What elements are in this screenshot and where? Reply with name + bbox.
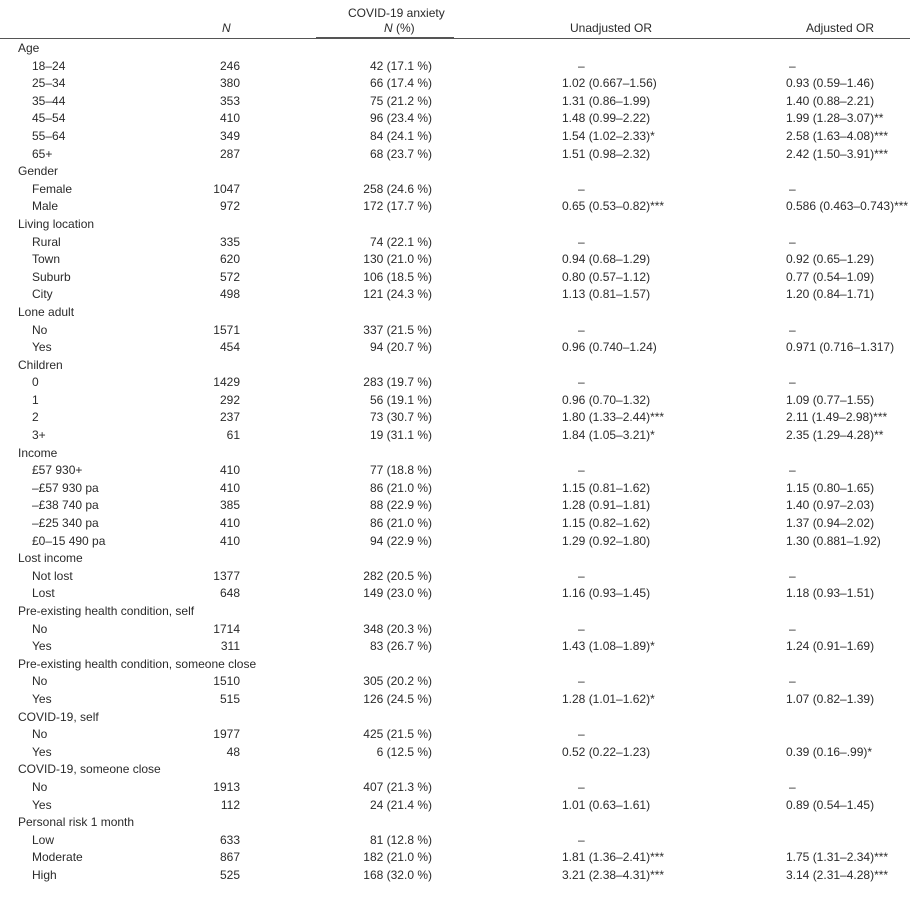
cell-adjusted-or: 0.39 (0.16–.99)*: [786, 744, 873, 759]
cell-n-percent: 407 (21.3 %): [363, 779, 432, 794]
cell-adjusted-or: 1.99 (1.28–3.07)**: [786, 111, 884, 126]
table-row: [0, 181, 910, 199]
cell-n-percent: 168 (32.0 %): [363, 867, 432, 882]
cell-adjusted-or: 0.93 (0.59–1.46): [786, 76, 875, 91]
cell-unadjusted-or: 1.15 (0.82–1.62): [562, 516, 651, 531]
cell-unadjusted-or: 1.01 (0.63–1.61): [562, 797, 651, 812]
cell-n-percent: 126 (24.5 %): [363, 691, 432, 706]
table-group-row: [0, 304, 910, 322]
cell-n: 410: [219, 463, 240, 478]
cell-unadjusted-or: –: [578, 832, 585, 847]
cell-n: 410: [219, 480, 240, 495]
table-row: [0, 392, 910, 410]
cell-adjusted-or: –: [789, 322, 796, 337]
row-label: Pre-existing health condition, self: [18, 604, 195, 618]
cell-unadjusted-or: 1.13 (0.81–1.57): [562, 287, 651, 302]
table-row: [0, 286, 910, 304]
row-label: Lost: [32, 586, 55, 601]
cell-adjusted-or: 0.586 (0.463–0.743)***: [786, 199, 909, 214]
row-label: Not lost: [32, 568, 73, 583]
cell-n-percent: 94 (20.7 %): [369, 340, 432, 355]
row-label: Living location: [18, 216, 95, 231]
table-row: [0, 251, 910, 269]
table-row: [0, 110, 910, 128]
cell-unadjusted-or: 1.02 (0.667–1.56): [562, 76, 657, 91]
cell-n: 287: [219, 146, 240, 161]
cell-n: 335: [219, 234, 240, 249]
table-row: [0, 726, 910, 744]
table-group-row: [0, 603, 910, 621]
table-body: [0, 39, 910, 885]
cell-unadjusted-or: –: [578, 375, 585, 390]
cell-adjusted-or: –: [789, 234, 796, 249]
table-group-row: [0, 163, 910, 181]
cell-n-percent: 172 (17.7 %): [363, 199, 432, 214]
table-row: [0, 339, 910, 357]
row-label: Rural: [32, 234, 61, 249]
row-label: Lost income: [18, 551, 83, 566]
cell-n-percent: 258 (24.6 %): [363, 181, 432, 196]
row-label: Suburb: [32, 269, 71, 284]
row-label: No: [32, 322, 48, 337]
table-row: [0, 585, 910, 603]
cell-n-percent: 73 (30.7 %): [369, 410, 432, 425]
cell-n-percent: 348 (20.3 %): [363, 621, 432, 636]
row-label: 35–44: [32, 93, 66, 108]
cell-adjusted-or: 1.18 (0.93–1.51): [786, 586, 875, 601]
row-label: 55–64: [32, 128, 66, 143]
row-label: £0–15 490 pa: [32, 533, 106, 548]
cell-n: 515: [219, 691, 240, 706]
cell-adjusted-or: –: [789, 779, 796, 794]
table-row: [0, 480, 910, 498]
cell-adjusted-or: 2.42 (1.50–3.91)***: [786, 146, 889, 161]
table-row: [0, 146, 910, 164]
cell-unadjusted-or: –: [578, 322, 585, 337]
cell-adjusted-or: 0.971 (0.716–1.317): [786, 340, 895, 355]
cell-adjusted-or: 3.14 (2.31–4.28)***: [786, 867, 889, 882]
table-group-row: [0, 445, 910, 463]
row-label: –£57 930 pa: [32, 480, 99, 495]
cell-n-percent: 75 (21.2 %): [369, 93, 432, 108]
cell-unadjusted-or: –: [578, 674, 585, 689]
row-label: Low: [32, 832, 55, 847]
cell-unadjusted-or: –: [578, 58, 585, 73]
cell-n-percent: 68 (23.7 %): [369, 146, 432, 161]
row-label: Yes: [32, 744, 52, 759]
cell-n-percent: 106 (18.5 %): [363, 269, 432, 284]
cell-unadjusted-or: 0.65 (0.53–0.82)***: [562, 199, 665, 214]
cell-n-percent: 283 (19.7 %): [363, 375, 432, 390]
table-row: [0, 322, 910, 340]
row-label: Male: [32, 199, 59, 214]
cell-adjusted-or: 1.75 (1.31–2.34)***: [786, 850, 889, 865]
cell-unadjusted-or: 1.16 (0.93–1.45): [562, 586, 651, 601]
cell-n: 349: [219, 128, 240, 143]
cell-unadjusted-or: 1.48 (0.99–2.22): [562, 111, 651, 126]
cell-unadjusted-or: –: [578, 463, 585, 478]
cell-n-percent: 77 (18.8 %): [369, 463, 432, 478]
row-label: Yes: [32, 797, 52, 812]
cell-n: 292: [219, 392, 240, 407]
cell-n: 498: [219, 287, 240, 302]
table-group-row: [0, 814, 910, 832]
row-label: 2: [32, 410, 39, 425]
row-label: No: [32, 674, 48, 689]
cell-adjusted-or: –: [789, 181, 796, 196]
cell-unadjusted-or: 3.21 (2.38–4.31)***: [562, 867, 665, 882]
cell-n: 410: [219, 111, 240, 126]
cell-n: 353: [219, 93, 240, 108]
cell-n: 1429: [213, 375, 240, 390]
row-label: Moderate: [32, 850, 83, 865]
table-row: [0, 691, 910, 709]
cell-n-percent: 121 (24.3 %): [363, 287, 432, 302]
cell-n-percent: 130 (21.0 %): [363, 252, 432, 267]
cell-n-percent: 6 (12.5 %): [376, 744, 432, 759]
cell-n: 61: [226, 428, 240, 443]
table-row: [0, 58, 910, 76]
cell-unadjusted-or: 0.94 (0.68–1.29): [562, 252, 651, 267]
cell-n-percent: 182 (21.0 %): [363, 850, 432, 865]
row-label: No: [32, 727, 48, 742]
row-label: Yes: [32, 340, 52, 355]
table-row: [0, 374, 910, 392]
table-row: [0, 93, 910, 111]
cell-n-percent: 42 (17.1 %): [369, 58, 432, 73]
cell-n-percent: 74 (22.1 %): [369, 234, 432, 249]
cell-n: 237: [219, 410, 240, 425]
cell-n-percent: 56 (19.1 %): [369, 392, 432, 407]
table-row: [0, 515, 910, 533]
cell-unadjusted-or: 0.96 (0.740–1.24): [562, 340, 657, 355]
cell-unadjusted-or: –: [578, 779, 585, 794]
row-label: –£38 740 pa: [32, 498, 99, 513]
table-group-row: [0, 40, 910, 58]
table-row: [0, 779, 910, 797]
cell-adjusted-or: 1.20 (0.84–1.71): [786, 287, 875, 302]
cell-n: 1377: [213, 568, 240, 583]
cell-n-percent: 88 (22.9 %): [369, 498, 432, 513]
table-row: [0, 75, 910, 93]
table-row: [0, 673, 910, 691]
cell-n: 525: [219, 867, 240, 882]
cell-adjusted-or: 1.40 (0.97–2.03): [786, 498, 875, 513]
row-label: COVID-19, someone close: [18, 762, 161, 777]
cell-n-percent: 149 (23.0 %): [363, 586, 432, 601]
row-label: Gender: [18, 164, 59, 179]
cell-n-percent: 282 (20.5 %): [363, 568, 432, 583]
cell-unadjusted-or: 1.84 (1.05–3.21)*: [562, 428, 655, 443]
cell-unadjusted-or: –: [578, 234, 585, 249]
cell-unadjusted-or: 1.54 (1.02–2.33)*: [562, 128, 655, 143]
row-label: Age: [18, 41, 40, 55]
cell-n: 380: [219, 76, 240, 91]
table-group-row: [0, 656, 910, 674]
table-row: [0, 849, 910, 867]
cell-unadjusted-or: 1.51 (0.98–2.32): [562, 146, 651, 161]
cell-n: 454: [219, 340, 240, 355]
cell-unadjusted-or: –: [578, 621, 585, 636]
table-group-row: [0, 709, 910, 727]
cell-unadjusted-or: 1.80 (1.33–2.44)***: [562, 410, 665, 425]
cell-n: 385: [219, 498, 240, 513]
column-header-n: N: [222, 21, 231, 35]
row-label: £57 930+: [32, 463, 83, 478]
cell-n-percent: 96 (23.4 %): [369, 111, 432, 126]
cell-adjusted-or: –: [789, 621, 796, 636]
cell-adjusted-or: 1.37 (0.94–2.02): [786, 516, 875, 531]
table-row: [0, 867, 910, 885]
cell-n: 633: [219, 832, 240, 847]
row-label: 18–24: [32, 58, 66, 73]
row-label: Female: [32, 181, 73, 196]
cell-n: 246: [219, 58, 240, 73]
cell-n-percent: 83 (26.7 %): [369, 639, 432, 654]
table-row: [0, 269, 910, 287]
cell-adjusted-or: –: [789, 463, 796, 478]
column-header-percent-suffix: (%): [392, 21, 415, 35]
table-row: [0, 427, 910, 445]
column-header-unadjusted-or: Unadjusted OR: [570, 21, 653, 35]
table-group-row: [0, 761, 910, 779]
cell-n: 1047: [213, 181, 240, 196]
cell-unadjusted-or: –: [578, 181, 585, 196]
row-label: Pre-existing health condition, someone close: [18, 656, 257, 671]
cell-n-percent: 305 (20.2 %): [363, 674, 432, 689]
table-group-row: [0, 357, 910, 375]
cell-unadjusted-or: 1.81 (1.36–2.41)***: [562, 850, 665, 865]
cell-n-percent: 24 (21.4 %): [369, 797, 432, 812]
cell-unadjusted-or: 0.80 (0.57–1.12): [562, 269, 651, 284]
cell-adjusted-or: –: [789, 375, 796, 390]
cell-adjusted-or: 2.11 (1.49–2.98)***: [786, 410, 888, 425]
cell-n: 1510: [213, 674, 240, 689]
row-label: Yes: [32, 691, 52, 706]
row-label: High: [32, 867, 57, 882]
cell-n-percent: 337 (21.5 %): [363, 322, 432, 337]
cell-adjusted-or: –: [789, 568, 796, 583]
table-column-header: [0, 16, 910, 38]
row-label: COVID-19, self: [18, 709, 99, 724]
row-label: 65+: [32, 146, 53, 161]
cell-unadjusted-or: 1.28 (0.91–1.81): [562, 498, 651, 513]
row-label: Yes: [32, 639, 52, 654]
cell-adjusted-or: 1.09 (0.77–1.55): [786, 392, 875, 407]
row-label: –£25 340 pa: [32, 516, 99, 531]
group-header-rule: [316, 37, 454, 38]
cell-adjusted-or: 1.24 (0.91–1.69): [786, 639, 875, 654]
cell-n: 648: [219, 586, 240, 601]
cell-n: 1571: [213, 322, 240, 337]
cell-n: 311: [220, 639, 240, 654]
row-label: Children: [18, 357, 63, 372]
table-row: [0, 234, 910, 252]
cell-unadjusted-or: 1.31 (0.86–1.99): [562, 93, 651, 108]
cell-n: 410: [219, 533, 240, 548]
cell-n-percent: 81 (12.8 %): [369, 832, 432, 847]
cell-adjusted-or: 0.89 (0.54–1.45): [786, 797, 875, 812]
cell-unadjusted-or: –: [578, 727, 585, 742]
row-label: 25–34: [32, 76, 66, 91]
cell-n-percent: 86 (21.0 %): [369, 480, 432, 495]
table-row: [0, 832, 910, 850]
cell-n-percent: 86 (21.0 %): [369, 516, 432, 531]
row-label: 0: [32, 375, 39, 390]
table-group-row: [0, 216, 910, 234]
column-header-adjusted-or: Adjusted OR: [806, 21, 875, 35]
cell-n-percent: 84 (24.1 %): [369, 128, 432, 143]
cell-adjusted-or: 2.58 (1.63–4.08)***: [786, 128, 889, 143]
table-row: [0, 797, 910, 815]
cell-unadjusted-or: 0.96 (0.70–1.32): [562, 392, 651, 407]
covid-anxiety-group-label: COVID-19 anxiety: [348, 6, 445, 20]
table-row: [0, 497, 910, 515]
cell-n: 1913: [213, 779, 240, 794]
row-label: Personal risk 1 month: [18, 815, 135, 830]
table-row: [0, 198, 910, 216]
cell-unadjusted-or: 1.15 (0.81–1.62): [562, 480, 651, 495]
table-row: [0, 533, 910, 551]
cell-adjusted-or: 1.30 (0.881–1.92): [786, 533, 881, 548]
row-label: City: [32, 287, 53, 302]
cell-n-percent: 19 (31.1 %): [369, 428, 432, 443]
cell-n: 48: [226, 744, 240, 759]
table-row: [0, 128, 910, 146]
row-label: Town: [32, 252, 61, 267]
column-header-n-italic: N: [384, 21, 393, 35]
row-label: Lone adult: [18, 304, 75, 319]
row-label: No: [32, 779, 48, 794]
table-row: [0, 638, 910, 656]
cell-adjusted-or: 0.77 (0.54–1.09): [786, 269, 875, 284]
cell-n-percent: 66 (17.4 %): [369, 76, 432, 91]
cell-n: 410: [219, 516, 240, 531]
cell-n: 972: [219, 199, 240, 214]
cell-n: 572: [219, 269, 240, 284]
cell-unadjusted-or: 1.28 (1.01–1.62)*: [562, 691, 655, 706]
row-label: 3+: [32, 428, 46, 443]
row-label: 45–54: [32, 111, 66, 126]
row-label: Income: [18, 445, 58, 460]
cell-adjusted-or: 1.40 (0.88–2.21): [786, 93, 875, 108]
table-group-header: [0, 0, 910, 20]
cell-unadjusted-or: –: [578, 568, 585, 583]
cell-adjusted-or: 0.92 (0.65–1.29): [786, 252, 875, 267]
cell-n: 112: [220, 797, 240, 812]
cell-adjusted-or: 2.35 (1.29–4.28)**: [786, 428, 884, 443]
cell-adjusted-or: 1.07 (0.82–1.39): [786, 691, 875, 706]
cell-n-percent: 425 (21.5 %): [363, 727, 432, 742]
cell-adjusted-or: 1.15 (0.80–1.65): [786, 480, 875, 495]
table-row: [0, 462, 910, 480]
column-header-n-percent: [384, 21, 415, 35]
cell-n-percent: 94 (22.9 %): [369, 533, 432, 548]
cell-unadjusted-or: 0.52 (0.22–1.23): [562, 744, 651, 759]
cell-unadjusted-or: 1.29 (0.92–1.80): [562, 533, 651, 548]
table-row: [0, 621, 910, 639]
cell-n: 1714: [213, 621, 240, 636]
table-row: [0, 744, 910, 762]
table-row: [0, 568, 910, 586]
table-group-row: [0, 550, 910, 568]
table-row: [0, 409, 910, 427]
row-label: 1: [32, 392, 39, 407]
cell-adjusted-or: –: [789, 58, 796, 73]
row-label: No: [32, 621, 48, 636]
cell-adjusted-or: –: [789, 674, 796, 689]
cell-n: 867: [219, 850, 240, 865]
cell-unadjusted-or: 1.43 (1.08–1.89)*: [562, 639, 655, 654]
cell-n: 1977: [213, 727, 240, 742]
cell-n: 620: [219, 252, 240, 267]
